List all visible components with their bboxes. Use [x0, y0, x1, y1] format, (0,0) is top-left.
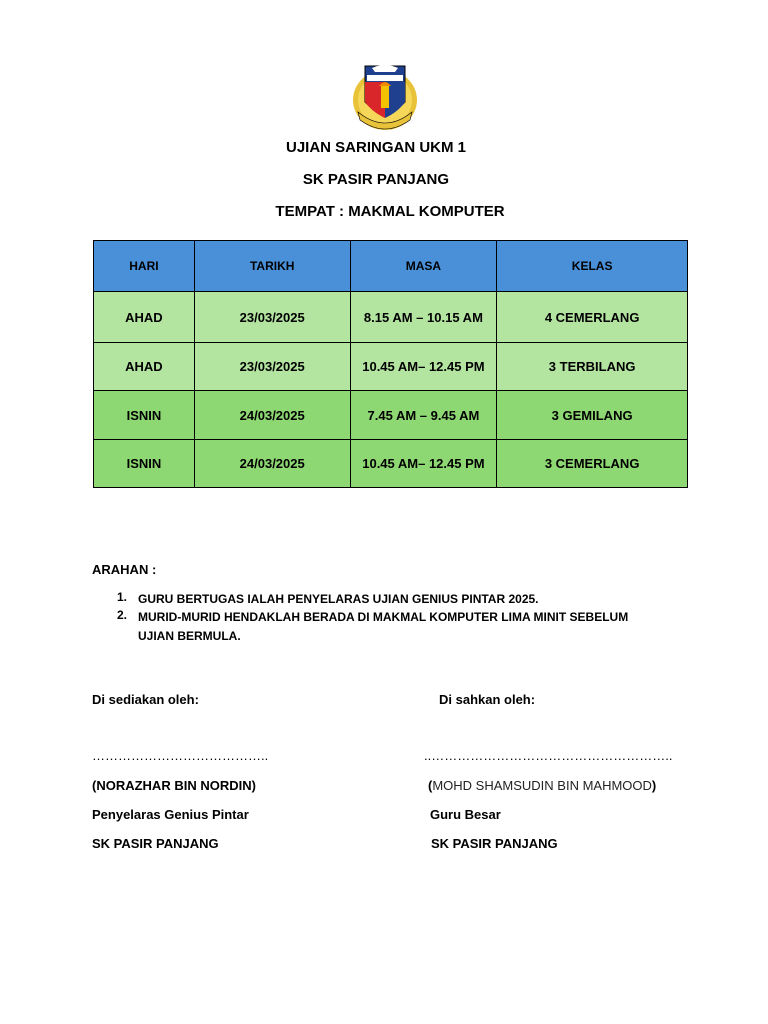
signature-line-left: …………………………………..: [92, 748, 269, 763]
instruction-number: 1.: [117, 590, 128, 604]
table-row: [94, 391, 688, 440]
school-crest-icon: [350, 60, 420, 132]
signature-line-right: ..………………………………………………..: [424, 748, 673, 763]
cell-masa: 7.45 AM – 9.45 AM: [350, 391, 497, 440]
cell-kelas: 3 CEMERLANG: [497, 440, 688, 488]
preparer-position: Penyelaras Genius Pintar: [92, 807, 249, 822]
instruction-text: MURID-MURID HENDAKLAH BERADA DI MAKMAL KOMPUTER LIMA MINIT SEBELUM UJIAN BERMULA.: [138, 610, 629, 643]
cell-masa: 10.45 AM– 12.45 PM: [350, 343, 497, 391]
cell-hari: AHAD: [94, 343, 195, 391]
paren-close: ): [651, 778, 657, 793]
paren-open: (: [428, 778, 433, 793]
schedule-table: [93, 240, 688, 488]
cell-tarikh: 23/03/2025: [194, 343, 350, 391]
column-header-tarikh: TARIKH: [194, 241, 350, 292]
column-header-masa: MASA: [350, 241, 497, 292]
column-header-kelas: KELAS: [497, 241, 688, 292]
approver-name-line: [428, 778, 656, 793]
school-name: SK PASIR PANJANG: [302, 171, 450, 188]
approver-position: Guru Besar: [430, 807, 501, 822]
venue-heading: TEMPAT : MAKMAL KOMPUTER: [275, 203, 505, 220]
table-row: [94, 292, 688, 343]
prepared-by-label: Di sediakan oleh:: [92, 692, 199, 707]
approver-name: MOHD SHAMSUDIN BIN MAHMOOD: [432, 778, 652, 793]
instruction-number: 2.: [117, 608, 128, 622]
cell-hari: AHAD: [94, 292, 195, 343]
preparer-name: (NORAZHAR BIN NORDIN): [92, 778, 256, 793]
preparer-school: SK PASIR PANJANG: [92, 836, 219, 851]
instruction-text: GURU BERTUGAS IALAH PENYELARAS UJIAN GENIUS PINTAR 2025.: [138, 592, 539, 606]
document-title: UJIAN SARINGAN UKM 1: [285, 139, 466, 156]
cell-masa: 8.15 AM – 10.15 AM: [350, 292, 497, 343]
cell-tarikh: 23/03/2025: [194, 292, 350, 343]
cell-kelas: 3 TERBILANG: [497, 343, 688, 391]
instructions-title: ARAHAN :: [92, 562, 157, 577]
cell-hari: ISNIN: [94, 391, 195, 440]
cell-tarikh: 24/03/2025: [194, 391, 350, 440]
table-row: [94, 440, 688, 488]
cell-kelas: 4 CEMERLANG: [497, 292, 688, 343]
table-header-row: [94, 241, 688, 292]
approver-school: SK PASIR PANJANG: [431, 836, 558, 851]
cell-kelas: 3 GEMILANG: [497, 391, 688, 440]
cell-masa: 10.45 AM– 12.45 PM: [350, 440, 497, 488]
column-header-hari: HARI: [94, 241, 195, 292]
table-row: [94, 343, 688, 391]
verified-by-label: Di sahkan oleh:: [439, 692, 536, 707]
cell-hari: ISNIN: [94, 440, 195, 488]
cell-tarikh: 24/03/2025: [194, 440, 350, 488]
